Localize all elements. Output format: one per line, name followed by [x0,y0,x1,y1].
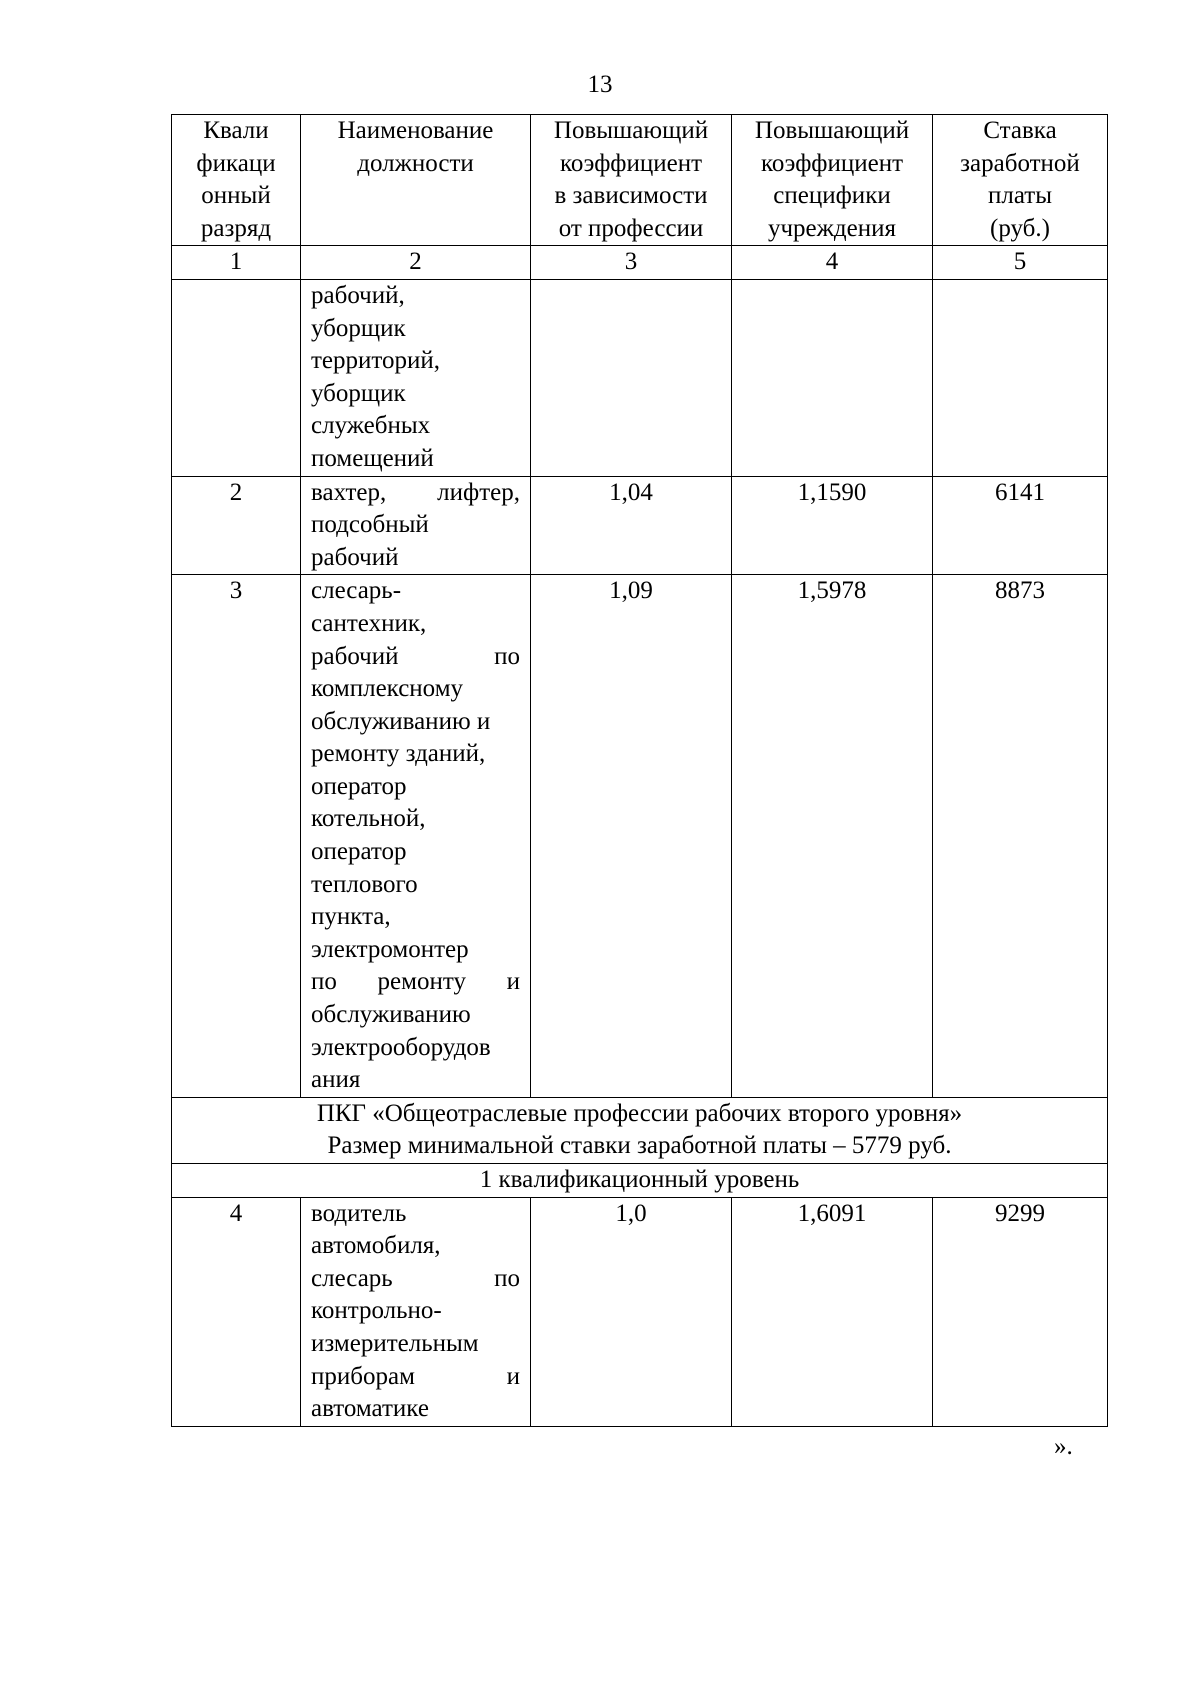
header-text: фикаци [196,149,276,177]
name-word: и [506,968,520,996]
name-line: измерительным [311,1329,479,1357]
level-header-row [172,1164,1108,1198]
rate-cell: 9299 [933,1197,1108,1426]
header-text: в зависимости [554,182,708,210]
header-text: онный [201,182,271,210]
grade-cell: 4 [172,1197,301,1426]
coef-institution-cell: 1,1590 [732,476,933,575]
name-line [311,641,520,674]
name-line: слесарь- [311,577,402,605]
rate-cell: 6141 [933,476,1108,575]
column-number: 1 [172,246,301,280]
name-line: оператор [311,772,407,800]
name-line: служебных [311,412,431,440]
table-row [172,575,1108,1098]
name-word: по [494,642,520,670]
name-line: электрооборудов [311,1033,491,1061]
header-text: коэффициент [760,149,904,177]
group-header-cell [172,1097,1108,1163]
coef-profession-cell: 1,04 [531,476,732,575]
table-row [172,476,1108,575]
name-line: оператор [311,838,407,866]
column-number: 3 [531,246,732,280]
name-line: пункта, [311,903,391,931]
group-title: ПКГ «Общеотраслевые профессии рабочих второго уровня» [316,1099,963,1127]
coef-profession-cell: 1,0 [531,1197,732,1426]
name-word: ремонту [377,968,466,996]
header-text: коэффициент [559,149,703,177]
name-line: рабочий, [311,281,405,309]
name-line [311,966,520,999]
name-line: комплексному [311,675,464,703]
name-line: уборщик [311,314,406,342]
closing-quote-mark: ». [1054,1433,1073,1460]
coef-profession-cell [531,279,732,476]
header-text: специфики [773,182,891,210]
name-line: водитель [311,1199,407,1227]
name-line: подсобный [311,511,429,539]
coef-profession-cell: 1,09 [531,575,732,1098]
name-line: территорий, [311,347,441,375]
column-number: 4 [732,246,933,280]
header-text: Ставка [983,117,1057,144]
name-line [311,1361,520,1394]
header-coef-profession [531,115,732,246]
name-line: котельной, [311,805,426,833]
rate-cell [933,279,1108,476]
name-word: по [311,968,337,996]
name-word: приборам [311,1362,415,1390]
name-word: по [494,1264,520,1292]
position-name-cell [301,1197,531,1426]
name-line: обслуживанию и [311,707,491,735]
position-name-cell [301,279,531,476]
name-line: рабочий [311,543,399,571]
salary-table [171,114,1108,1427]
level-header-cell: 1 квалификационный уровень [172,1164,1108,1198]
grade-cell: 2 [172,476,301,575]
table-row [172,279,1108,476]
name-line: уборщик [311,379,406,407]
position-name-cell [301,575,531,1098]
rate-cell: 8873 [933,575,1108,1098]
column-number: 5 [933,246,1108,280]
header-text: Повышающий [553,117,709,144]
header-text: Квали [203,117,269,144]
name-line: сантехник, [311,609,427,637]
name-line: теплового [311,870,418,898]
header-position-name [301,115,531,246]
header-text: (руб.) [990,214,1050,242]
name-line: автоматике [311,1395,429,1423]
header-text: платы [987,182,1053,210]
grade-cell: 3 [172,575,301,1098]
header-grade [172,115,301,246]
page-number: 13 [587,71,613,98]
table-row [172,1197,1108,1426]
header-text: Повышающий [754,117,910,144]
header-coef-institution [732,115,933,246]
name-word: вахтер, [311,478,387,506]
name-line: электромонтер [311,935,469,963]
coef-institution-cell [732,279,933,476]
header-text: учреждения [767,214,896,242]
name-line: ремонту зданий, [311,740,486,768]
header-text: заработной [960,149,1080,177]
name-line: ания [311,1066,361,1094]
group-header-row [172,1097,1108,1163]
name-line: обслуживанию [311,1001,471,1029]
header-rate [933,115,1108,246]
header-text: разряд [200,214,272,242]
header-text: Наименование [337,117,494,144]
group-min-rate: Размер минимальной ставки заработной платы – 5779 руб. [327,1132,952,1160]
coef-institution-cell: 1,5978 [732,575,933,1098]
column-number: 2 [301,246,531,280]
name-line [311,477,520,510]
name-line: помещений [311,444,434,472]
name-word: слесарь [311,1264,393,1292]
name-word: лифтер, [437,478,520,506]
name-word: рабочий [311,642,399,670]
grade-cell [172,279,301,476]
coef-institution-cell: 1,6091 [732,1197,933,1426]
position-name-cell [301,476,531,575]
header-text: должности [357,149,474,177]
name-line [311,1263,520,1296]
name-word: и [506,1362,520,1390]
name-line: контрольно- [311,1297,442,1325]
header-text: от профессии [558,214,704,242]
table-header-row [172,115,1108,246]
column-number-row [172,246,1108,280]
name-line: автомобиля, [311,1232,441,1260]
